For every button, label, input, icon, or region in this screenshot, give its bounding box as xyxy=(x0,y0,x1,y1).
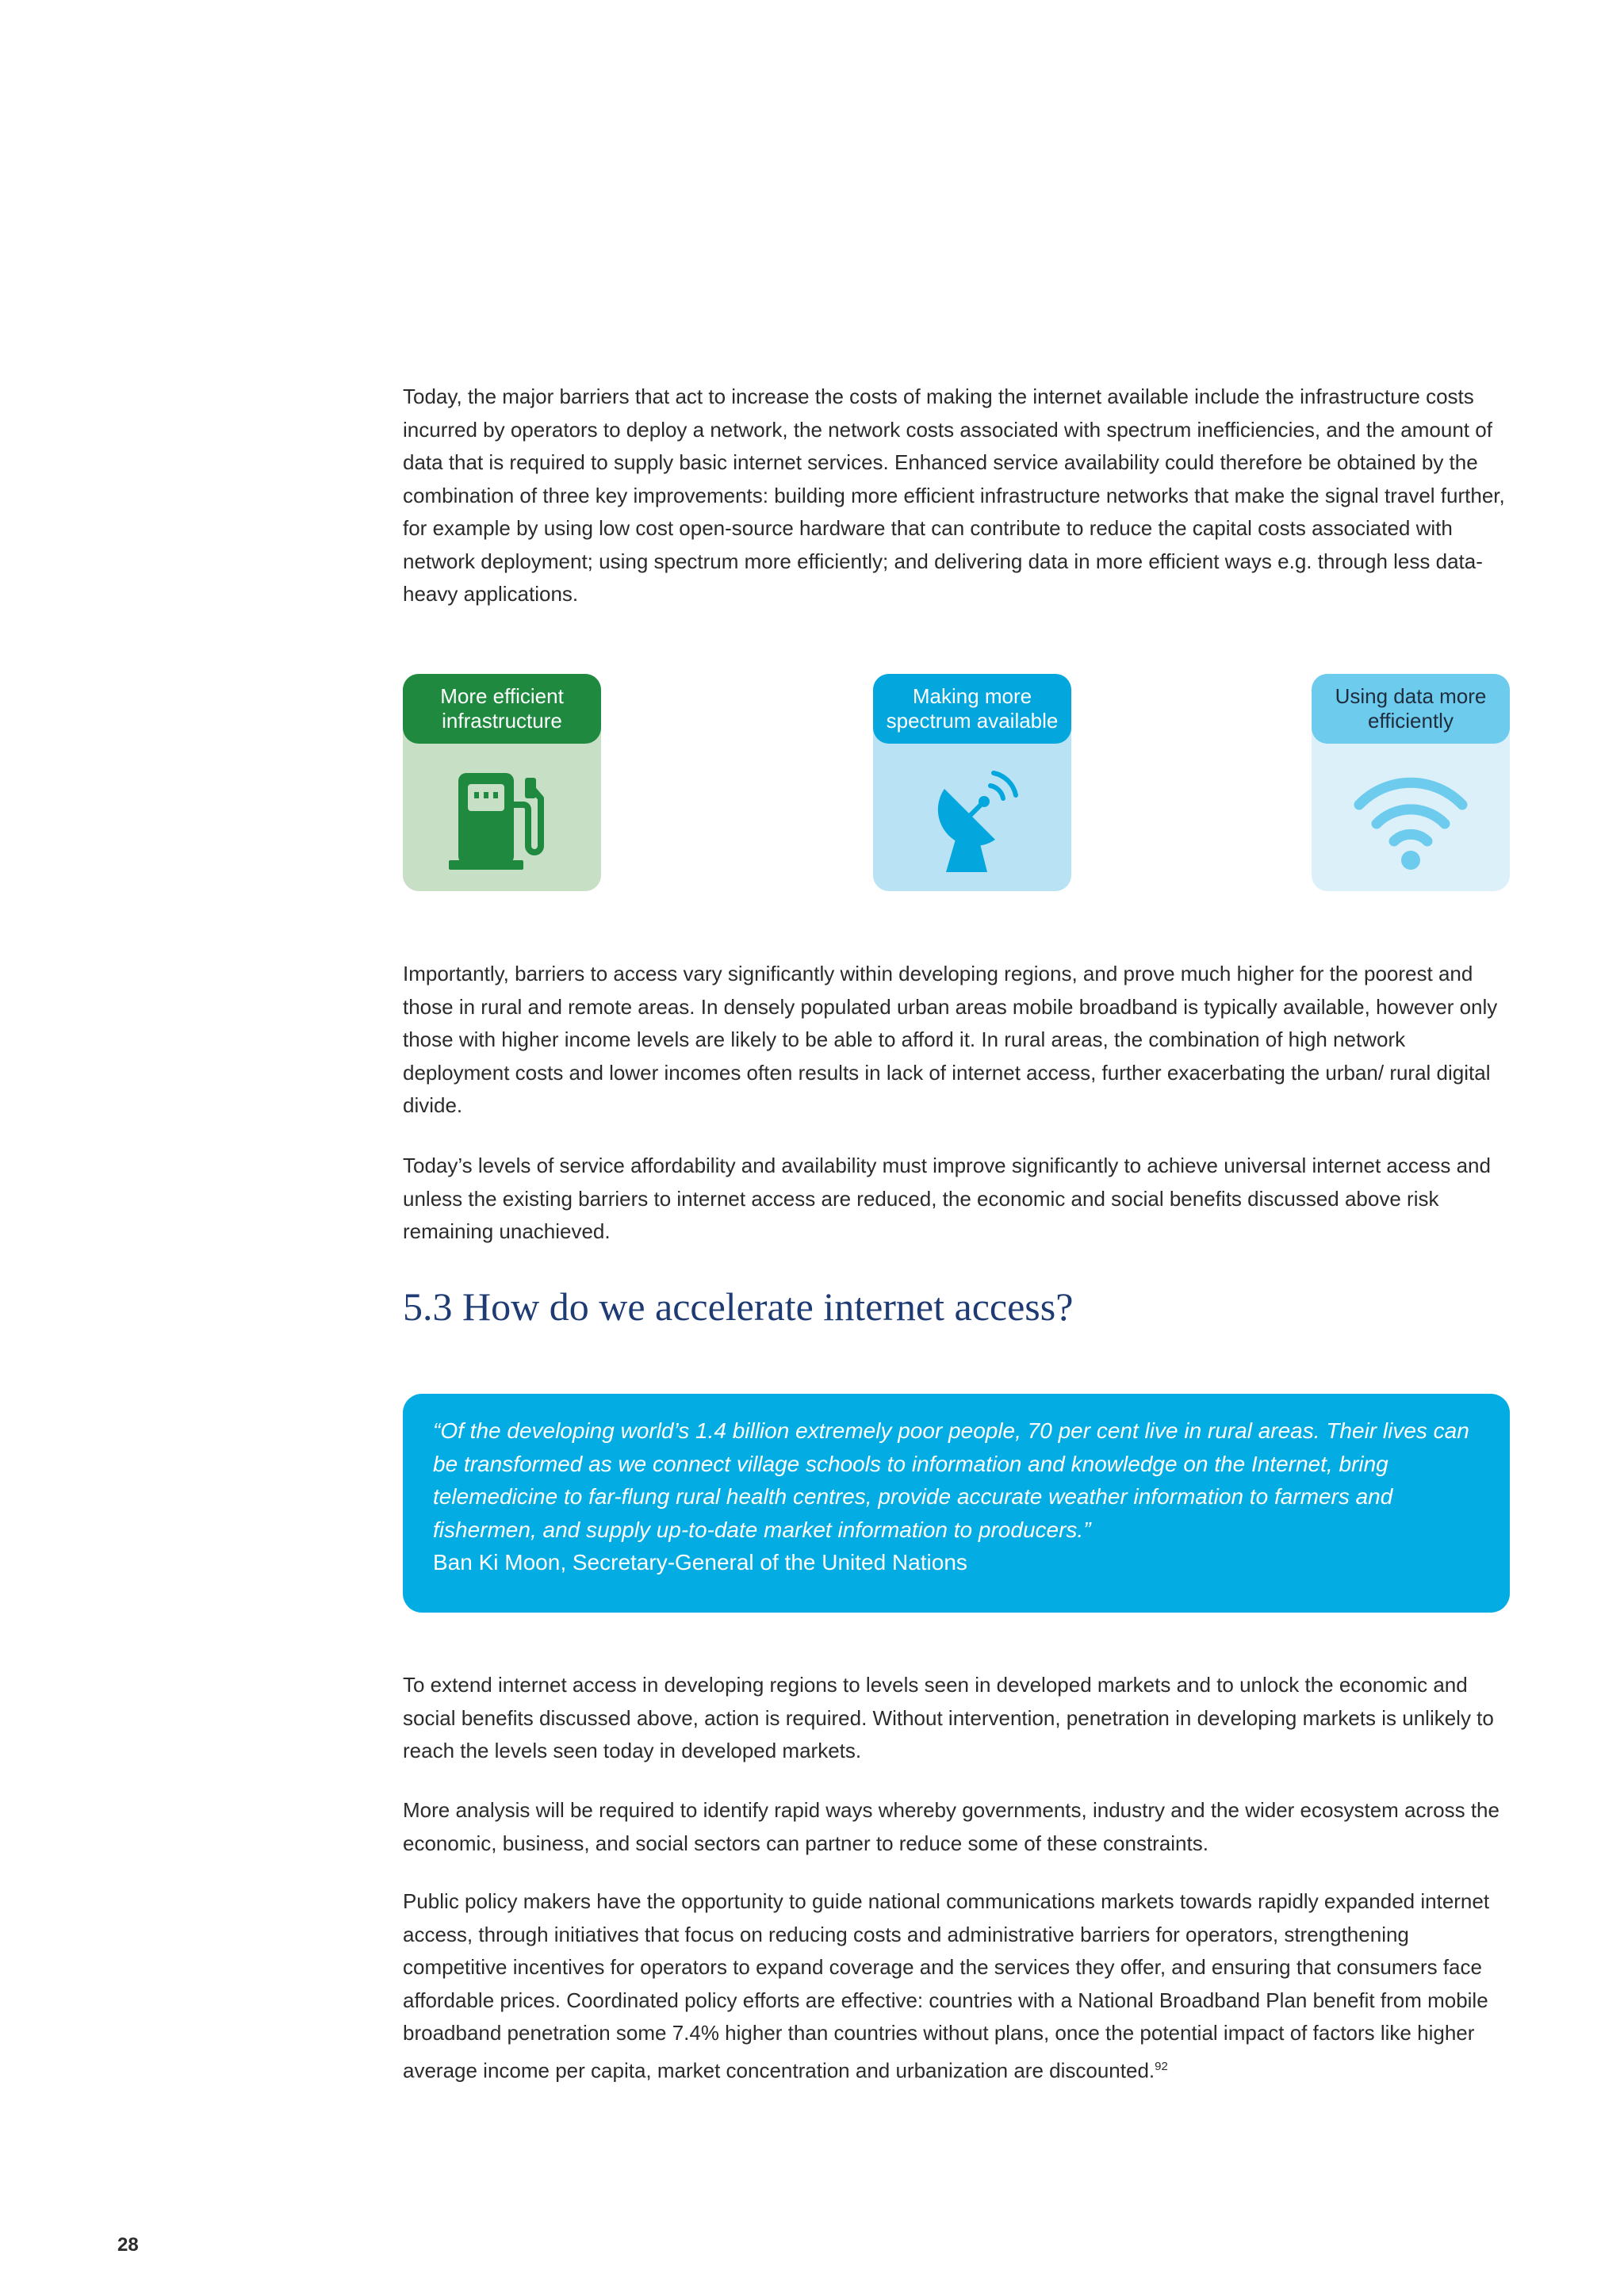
footnote-ref: 92 xyxy=(1155,2059,1168,2073)
section-heading: 5.3 How do we accelerate internet access? xyxy=(403,1284,1074,1329)
spectrum-card-label: Making more spectrum available xyxy=(873,674,1071,744)
wifi-icon xyxy=(1351,757,1470,876)
spectrum-card xyxy=(873,674,1071,891)
policy-paragraph-text: Public policy makers have the opportunity to guide national communications markets towards rapidly expanded internet access, through initiatives that focus on reducing costs and administrative barriers for operators, strengthening competitive incentives for operators to expand coverage and the services they offer, and ensuring that consumers face affordable prices. Coordinated policy efforts are effective: countries with a National Broadband Plan benefit from mobile broadband penetration some 7.4% higher than countries without plans, once the potential impact of factors like higher average income per capita, market concentration and urbanization are discounted. xyxy=(403,1889,1490,2083)
infrastructure-card xyxy=(403,674,601,891)
fuel-pump-icon xyxy=(442,757,561,876)
quote-text: “Of the developing world’s 1.4 billion extremely poor people, 70 per cent live in rural areas. Their lives can be transformed as we connect village schools to information and knowledge on the Internet, bring telemedicine to far-flung rural health centres, provide accurate weather information to farmers and fishermen, and supply up-to-date market information to producers.” xyxy=(433,1418,1469,1542)
intervention-paragraph: To extend internet access in developing regions to levels seen in developed markets and to unlock the economic and social benefits discussed above, action is required. Without intervention, penetration in developing markets is unlikely to reach the levels seen today in developed markets. xyxy=(403,1673,1494,1762)
analysis-paragraph: More analysis will be required to identify rapid ways whereby governments, industry and the wider ecosystem across the economic, business, and social sectors can partner to reduce some of these constraints. xyxy=(403,1798,1500,1855)
infrastructure-card-label: More efficient infrastructure xyxy=(403,674,601,744)
affordability-paragraph: Today’s levels of service affordability and availability must improve significantly to achieve universal internet access and unless the existing barriers to internet access are reduced, the economic and social benefits discussed above risk remaining unachieved. xyxy=(403,1154,1491,1243)
quote-attribution: Ban Ki Moon, Secretary-General of the United Nations xyxy=(433,1550,967,1575)
data-efficiency-card-label: Using data more efficiently xyxy=(1312,674,1510,744)
barriers-paragraph: Importantly, barriers to access vary significantly within developing regions, and prove much higher for the poorest and those in rural and remote areas. In densely populated urban areas mobile broadband is typically available, however only those with higher income levels are likely to be able to afford it. In rural areas, the combination of high network deployment costs and lower incomes often results in lack of internet access, further exacerbating the urban/ rural digital divide. xyxy=(403,962,1498,1117)
quote-box xyxy=(403,1394,1510,1613)
intro-paragraph: Today, the major barriers that act to increase the costs of making the internet available include the infrastructure costs incurred by operators to deploy a network, the network costs associated with spectrum inefficiencies, and the amount of data that is required to supply basic internet services. Enhanced service availability could therefore be obtained by the combination of three key improvements: building more efficient infrastructure networks that make the signal travel further, for example by using low cost open-source hardware that can contribute to reduce the capital costs associated with network deployment; using spectrum more efficiently; and delivering data in more efficient ways e.g. through less data-heavy applications. xyxy=(403,385,1505,606)
policy-paragraph xyxy=(403,1885,1513,2087)
data-efficiency-card xyxy=(1312,674,1510,891)
page-number: 28 xyxy=(117,2234,139,2256)
satellite-dish-icon xyxy=(913,757,1032,876)
